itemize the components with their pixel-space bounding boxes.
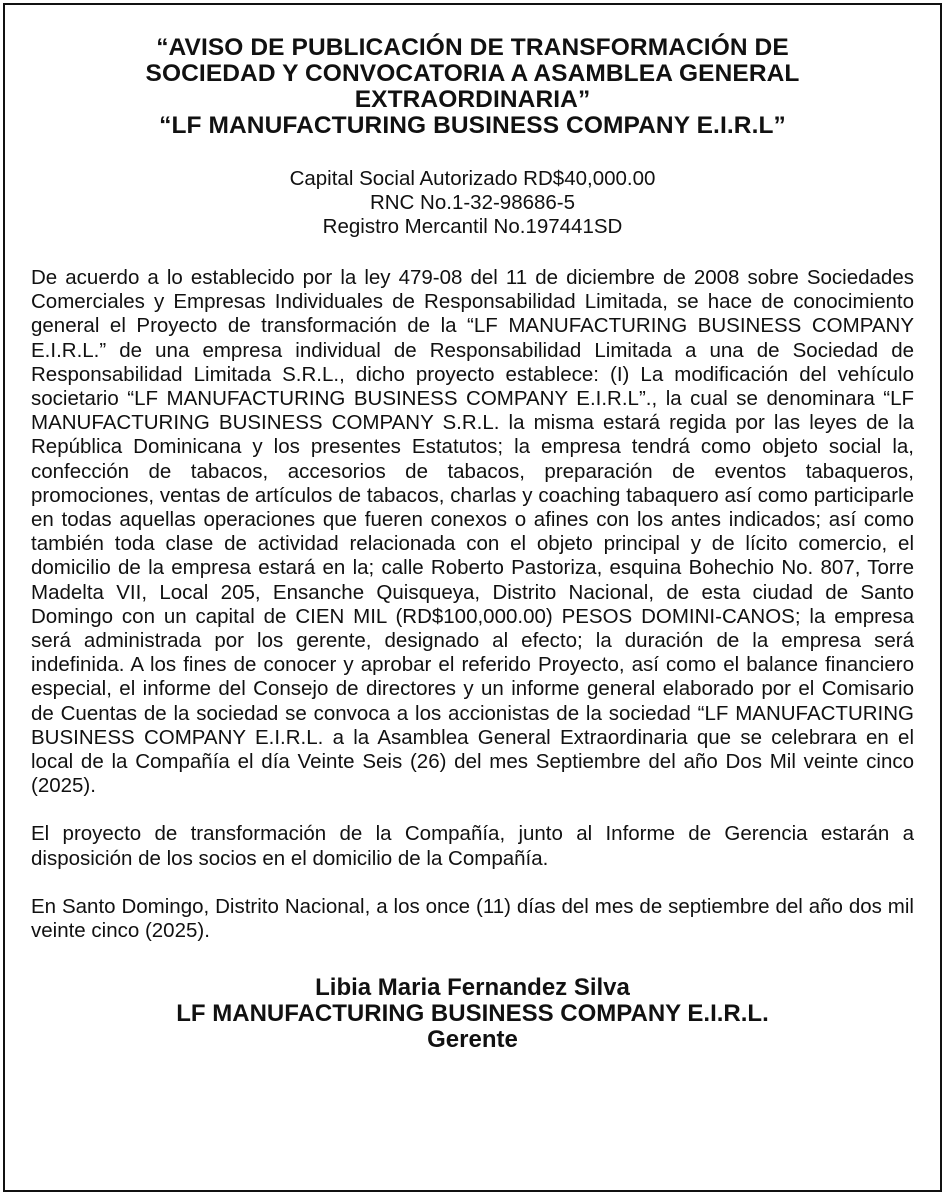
- main-paragraph: De acuerdo a lo establecido por la ley 479-08 del 11 de diciembre de 2008 sobre Sociedades Comerciales y Empresas Individuales de Responsabilidad Limitada, se hace de conocimiento general el Proyecto de transformación de la “LF MANUFACTURING BUSINESS COMPANY E.I.R.L.” de una empresa individual de Responsabilidad Limitada a una de Sociedad de Responsabilidad Limitada S.R.L., dicho proyecto establece: (I) La modificación del vehículo societario “LF MANUFACTURING BUSINESS COMPANY E.I.R.L”., la cual se denominara “LF MANUFACTURING BUSINESS COMPANY S.R.L. la misma estará regida por las leyes de la República Dominicana y los presentes Estatutos; la empresa tendrá como objeto social la, confección de tabacos, accesorios de tabacos, preparación de eventos tabaqueros, promociones, ventas de artículos de tabacos, charlas y coaching tabaquero así como participarle en todas aquellas operaciones que fueren conexos o afines con los antes indicados; así como también toda clase de actividad relacionada con el objeto principal y de lícito comercio, el domicilio de la empresa estará en la; calle Roberto Pastoriza, esquina Bohechio No. 807, Torre Madelta VII, Local 205, Ensanche Quisqueya, Distrito Nacional, de esta ciudad de Santo Domingo con un capital de CIEN MIL (RD$100,000.00) PESOS DOMINI-CANOS; la empresa será administrada por los gerente, designado al efecto; la duración de la empresa será indefinida. A los fines de conocer y aprobar el referido Proyecto, así como el balance financiero especial, el informe del Consejo de directores y un informe general elaborado por el Comisario de Cuentas de la sociedad se convoca a los accionistas de la sociedad “LF MANUFACTURING BUSINESS COMPANY E.I.R.L. a la Asamblea General Extraordinaria que se celebrara en el local de la Compañía el día Veinte Seis (26) del mes Septiembre del año Dos Mil veinte cinco (2025).: [31, 266, 914, 798]
- title-line-4: “LF MANUFACTURING BUSINESS COMPANY E.I.R.L”: [159, 112, 786, 139]
- signature-block: [31, 975, 914, 1053]
- signer-role: Gerente: [427, 1026, 518, 1054]
- availability-paragraph: El proyecto de transformación de la Compañía, junto al Informe de Gerencia estarán a disposición de los socios en el domicilio de la Compañía.: [31, 822, 914, 870]
- signer-company: LF MANUFACTURING BUSINESS COMPANY E.I.R.L.: [176, 1000, 769, 1028]
- capital-text: Capital Social Autorizado RD$40,000.00: [289, 167, 656, 190]
- signer-name: Libia Maria Fernandez Silva: [315, 974, 630, 1002]
- notice-title: [31, 35, 914, 139]
- company-info: [31, 167, 914, 239]
- title-line-1: “AVISO DE PUBLICACIÓN DE TRANSFORMACIÓN DE: [156, 34, 789, 61]
- title-line-3: EXTRAORDINARIA”: [354, 86, 591, 113]
- rnc-text: RNC No.1-32-98686-5: [369, 191, 576, 214]
- registry-text: Registro Mercantil No.197441SD: [322, 215, 623, 238]
- title-line-2: SOCIEDAD Y CONVOCATORIA A ASAMBLEA GENERAL: [145, 60, 800, 87]
- legal-notice: [3, 3, 942, 1192]
- date-place-paragraph: En Santo Domingo, Distrito Nacional, a los once (11) días del mes de septiembre del año dos mil veinte cinco (2025).: [31, 894, 914, 943]
